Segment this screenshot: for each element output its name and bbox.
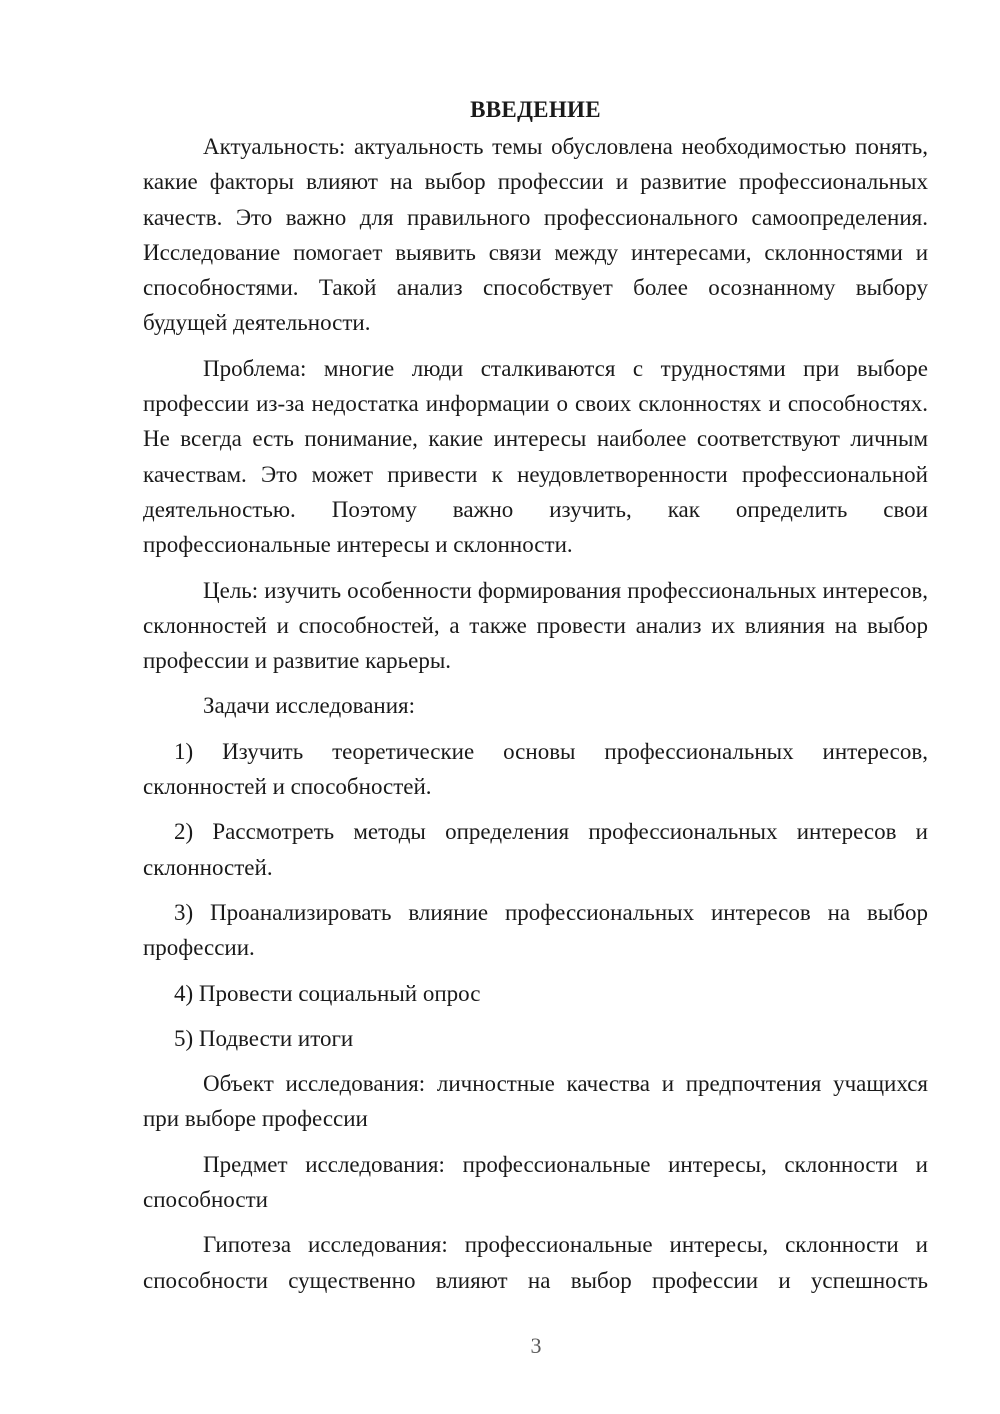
task-item-3: 3) Проанализировать влияние профессиональных интересов на выбор профессии. <box>143 899 928 961</box>
paragraph-hypothesis: Гипотеза исследования: профессиональные интересы, склонности и способности существенно влияют на выбор профессии и успешность <box>143 1232 928 1293</box>
tasks-heading: Задачи исследования: <box>203 693 416 719</box>
document-page <box>143 92 928 1308</box>
task-item-1: 1) Изучить теоретические основы профессиональных интересов, склонностей и способностей. <box>143 738 928 800</box>
task-item-5: 5) Подвести итоги <box>174 1025 354 1051</box>
paragraph-relevance: Актуальность: актуальность темы обусловлена необходимостью понять, какие факторы влияют на выбор профессии и развитие профессиональных качеств. Это важно для правильного профессионального самоопределения. Исследование помогает выявить связи между интересами, склонностями и способностями. Такой анализ способствует более осознанному выбору будущей деятельности. <box>143 134 928 336</box>
paragraph-subject: Предмет исследования: профессиональные интересы, склонности и способности <box>143 1151 928 1213</box>
paragraph-problem: Проблема: многие люди сталкиваются с трудностями при выборе профессии из-за недостатка информации о своих склонностях и способностях. Не всегда есть понимание, какие интересы наиболее соответствуют личным качествам. Это может привести к неудовлетворенности профессиональной деятельностью. Поэтому важно изучить, как определить свои профессиональные интересы и склонности. <box>143 355 928 558</box>
task-item-4: 4) Провести социальный опрос <box>174 980 481 1006</box>
task-item-2: 2) Рассмотреть методы определения профессиональных интересов и склонностей. <box>143 819 928 880</box>
paragraph-goal: Цель: изучить особенности формирования профессиональных интересов, склонностей и способностей, а также провести анализ их влияния на выбор профессии и развитие карьеры. <box>143 577 928 674</box>
page-number: 3 <box>530 1333 542 1358</box>
paragraph-object: Объект исследования: личностные качества и предпочтения учащихся при выборе профессии <box>143 1071 928 1132</box>
section-title: ВВЕДЕНИЕ <box>470 97 601 122</box>
